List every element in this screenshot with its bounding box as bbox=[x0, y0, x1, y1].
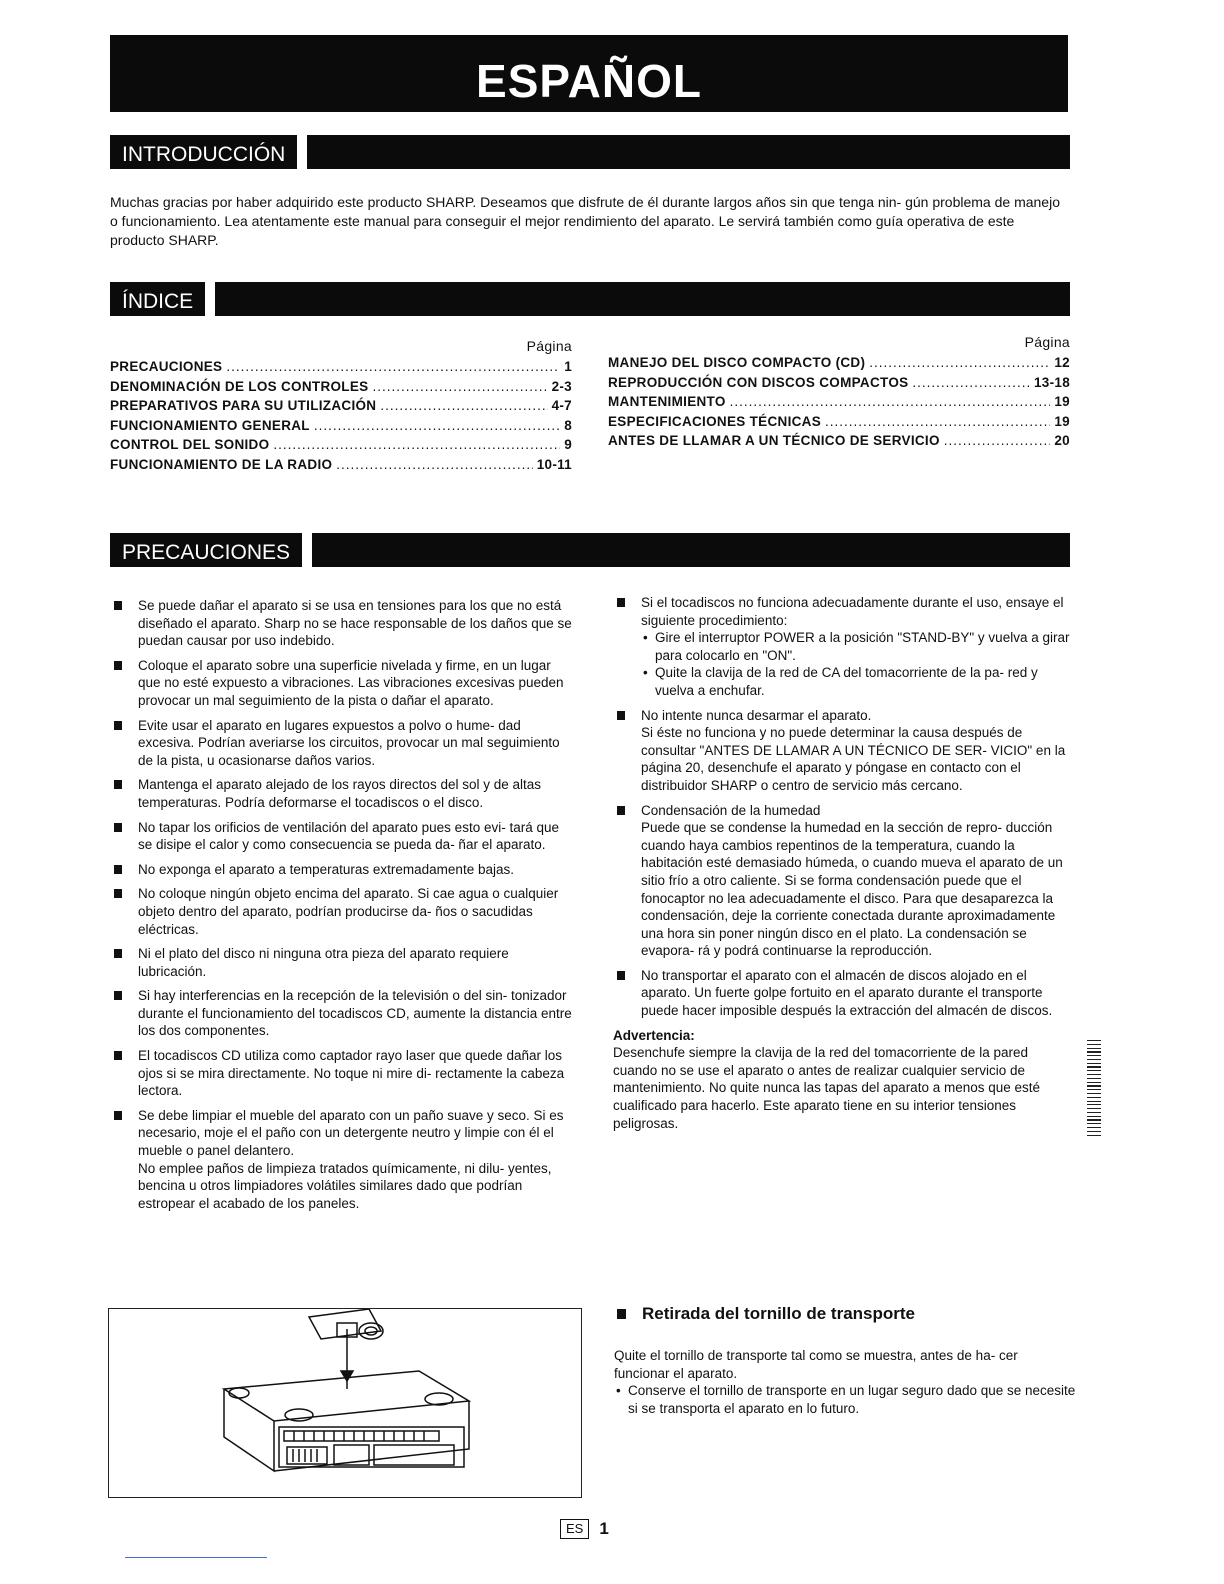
index-row bbox=[110, 418, 572, 438]
index-entry-label: PRECAUCIONES bbox=[110, 359, 223, 374]
bullet-square-icon bbox=[114, 823, 122, 832]
index-entry-label: ESPECIFICACIONES TÉCNICAS bbox=[608, 413, 822, 429]
index-entry-page: 20 bbox=[1054, 433, 1070, 448]
dot-leader bbox=[336, 457, 532, 472]
intro-paragraph: Muchas gracias por haber adquirido este producto SHARP. Deseamos que disfrute de él durante largos años sin que tenga nin- gún problema de manejo o funcionamiento. Lea atentamente este manual para conseguir el mejor rendimiento del aparato. Le servirá también como guía operativa de este producto SHARP. bbox=[110, 194, 1060, 248]
divider bbox=[125, 1557, 267, 1558]
retirada-title: Retirada del tornillo de transporte bbox=[642, 1304, 915, 1323]
dot-leader bbox=[730, 394, 1051, 409]
bullet-square-icon bbox=[617, 971, 625, 980]
edge-mark bbox=[1087, 1135, 1101, 1136]
precautions-right-column bbox=[613, 594, 1075, 1132]
index-entry-page: 4-7 bbox=[551, 398, 572, 413]
dot-leader bbox=[912, 375, 1030, 390]
edge-mark bbox=[1087, 1048, 1101, 1049]
index-row bbox=[608, 414, 1070, 434]
index-entry-page: 9 bbox=[564, 437, 572, 452]
list-item-text: No exponga el aparato a temperaturas extremadamente bajas. bbox=[138, 861, 514, 877]
list-item bbox=[110, 657, 576, 710]
index-entry-page: 19 bbox=[1054, 394, 1070, 409]
list-item-text: Coloque el aparato sobre una superficie nivelada y firme, en un lugar que no esté expuesto a vibraciones. Las vibraciones excesivas pueden provocar un mal seguimiento de la pista o dañar el aparato. bbox=[138, 657, 564, 708]
warning-title: Advertencia: bbox=[613, 1027, 695, 1043]
section-title-introduccion: INTRODUCCIÓN bbox=[110, 135, 307, 169]
list-item-text: No tapar los orificios de ventilación del aparato pues esto evi- tará que se disipe el calor y como consecuencia se pueda da- ñar el aparato. bbox=[138, 819, 559, 853]
language-code: ES bbox=[560, 1519, 589, 1539]
bullet-square-icon bbox=[114, 1111, 122, 1120]
list-item bbox=[613, 802, 1075, 960]
page-edge-marks bbox=[1087, 1040, 1101, 1138]
index-page-header: Página bbox=[1024, 334, 1070, 350]
page-number: 1 bbox=[599, 1519, 609, 1538]
index-right-column bbox=[608, 334, 1070, 453]
index-row bbox=[110, 437, 572, 457]
list-item-text: Condensación de la humedad Puede que se condense la humedad en la sección de repro- ducción cuando haya cambios repentinos de la temperatura, cuando la habitación esté demasiado húmeda, o cuando mueva el aparato de un sitio frío a otro caliente. Si se forma condensación puede que el fonocaptor no lea adecuadamente el disco. Para que desaparezca la condensación, deje la corriente conectada durante aproximadamente una hora sin poner ningún disco en el plato. La condensación se evapora- rá y podrá continuarse la reproducción. bbox=[641, 802, 1063, 959]
index-entry-label: FUNCIONAMIENTO GENERAL bbox=[110, 417, 310, 433]
list-item bbox=[613, 707, 1075, 795]
bullet-square-icon bbox=[617, 806, 625, 815]
list-item bbox=[613, 594, 1075, 700]
sub-bullet: • Quite la clavija de la red de CA del tomacorriente de la pa- red y vuelva a enchufar. bbox=[641, 664, 1075, 699]
list-item bbox=[110, 1107, 576, 1213]
list-item-text: Ni el plato del disco ni ninguna otra pieza del aparato requiere lubricación. bbox=[138, 946, 509, 979]
dot-leader bbox=[944, 433, 1051, 448]
list-item bbox=[110, 885, 576, 938]
bullet-square-icon bbox=[114, 991, 122, 1000]
list-item-text: No coloque ningún objeto encima del aparato. Si cae agua o cualquier objeto dentro del aparato, podrían producirse da- ños o sacudidas eléctricas. bbox=[138, 886, 559, 937]
cd-player-drawing bbox=[109, 1309, 581, 1497]
bullet-square-icon bbox=[114, 721, 122, 730]
edge-mark bbox=[1087, 1059, 1101, 1060]
bullet-square-icon bbox=[617, 598, 625, 607]
index-row bbox=[608, 375, 1070, 395]
bullet-square-icon bbox=[114, 949, 122, 958]
edge-mark bbox=[1087, 1063, 1101, 1064]
list-item-text: Si hay interferencias en la recepción de la televisión o del sin- tonizador durante el funcionamiento del tocadiscos CD, aumente la distancia entre los dos componentes. bbox=[138, 988, 572, 1039]
dot-leader bbox=[314, 418, 560, 433]
transport-screw-illustration bbox=[108, 1308, 582, 1498]
edge-mark bbox=[1087, 1051, 1101, 1052]
dot-leader bbox=[372, 379, 547, 394]
edge-mark bbox=[1087, 1104, 1101, 1105]
list-item-text: Si el tocadiscos no funciona adecuadamente durante el uso, ensaye el siguiente procedimiento: bbox=[641, 595, 1064, 628]
bullet-square-icon bbox=[114, 865, 122, 874]
bullet-square-icon bbox=[617, 711, 625, 720]
list-item bbox=[110, 717, 576, 770]
section-heading-retirada bbox=[617, 1304, 915, 1324]
list-item-text: Se puede dañar el aparato si se usa en tensiones para los que no está diseñado el aparato. Sharp no se hace responsable de los daños que se puedan causar por uso indebido. bbox=[138, 598, 572, 649]
bullet-square-icon bbox=[114, 661, 122, 670]
section-bar-precauciones bbox=[110, 533, 1070, 567]
index-row bbox=[608, 433, 1070, 453]
index-row bbox=[608, 394, 1070, 414]
index-row bbox=[110, 457, 572, 477]
warning-text: Desenchufe siempre la clavija de la red del tomacorriente de la pared cuando no se use el aparato o antes de realizar cualquier servicio de mantenimiento. No quite nunca las tapas del aparato a menos que esté cualificado para hacerlo. Este aparato tiene en su interior tensiones peligrosas. bbox=[613, 1045, 1041, 1131]
section-bar-indice bbox=[110, 282, 1070, 316]
bullet-square-icon bbox=[114, 601, 122, 610]
edge-mark bbox=[1087, 1097, 1101, 1098]
list-item-text: El tocadiscos CD utiliza como captador rayo laser que quede dañar los ojos si se mira directamente. No toque ni mire di- rectamente la cabeza lectora. bbox=[138, 1048, 565, 1099]
list-item-text: No transportar el aparato con el almacén de discos alojado en el aparato. Un fuerte golpe fortuito en el aparato durante el transporte puede hacer imposible después la extracción del almacén de discos. bbox=[641, 967, 1053, 1019]
edge-mark bbox=[1087, 1074, 1101, 1075]
dot-leader bbox=[869, 355, 1050, 370]
index-row bbox=[110, 398, 572, 418]
index-entry-page: 10-11 bbox=[536, 456, 572, 472]
index-entry-page: 12 bbox=[1054, 355, 1070, 370]
index-left-column bbox=[110, 338, 572, 476]
index-entry-label: MANTENIMIENTO bbox=[608, 394, 726, 409]
section-bar-introduccion bbox=[110, 135, 1070, 169]
index-entry-label: MANEJO DEL DISCO COMPACTO (CD) bbox=[608, 355, 866, 370]
index-entry-page: 13-18 bbox=[1033, 374, 1070, 390]
edge-mark bbox=[1087, 1108, 1101, 1109]
edge-mark bbox=[1087, 1070, 1101, 1071]
section-title-indice: ÍNDICE bbox=[110, 282, 215, 316]
list-item bbox=[110, 1047, 576, 1100]
edge-mark bbox=[1087, 1093, 1101, 1094]
edge-mark bbox=[1087, 1066, 1101, 1067]
index-entry-label: ANTES DE LLAMAR A UN TÉCNICO DE SERVICIO bbox=[608, 433, 940, 448]
section-title-precauciones: PRECAUCIONES bbox=[110, 533, 312, 567]
edge-mark bbox=[1087, 1101, 1101, 1102]
edge-mark bbox=[1087, 1123, 1101, 1124]
edge-mark bbox=[1087, 1055, 1101, 1056]
index-entry-label: REPRODUCCIÓN CON DISCOS COMPACTOS bbox=[608, 374, 909, 390]
edge-mark bbox=[1087, 1131, 1101, 1132]
edge-mark bbox=[1087, 1044, 1101, 1045]
index-row bbox=[110, 379, 572, 399]
language-banner: ESPAÑOL bbox=[110, 35, 1068, 112]
list-item-text: Evite usar el aparato en lugares expuestos a polvo o hume- dad excesiva. Podrían averiarse los circuitos, provocar un mal seguimiento de la pista, u ocasionarse daños varios. bbox=[138, 717, 560, 768]
bullet-square-icon bbox=[114, 889, 122, 898]
bullet-square-icon bbox=[114, 1051, 122, 1060]
index-entry-page: 19 bbox=[1054, 413, 1070, 429]
index-entry-page: 2-3 bbox=[551, 378, 572, 394]
list-item bbox=[110, 861, 576, 879]
dot-leader bbox=[273, 437, 560, 452]
page-footer bbox=[560, 1519, 609, 1539]
edge-mark bbox=[1087, 1089, 1101, 1090]
index-entry-label: CONTROL DEL SONIDO bbox=[110, 437, 270, 452]
edge-mark bbox=[1087, 1082, 1101, 1083]
index-entry-label: PREPARATIVOS PARA SU UTILIZACIÓN bbox=[110, 398, 377, 413]
list-item bbox=[110, 945, 576, 980]
index-entry-page: 1 bbox=[564, 359, 572, 374]
bullet-square-icon bbox=[114, 780, 122, 789]
list-item bbox=[110, 819, 576, 854]
edge-mark bbox=[1087, 1040, 1101, 1041]
index-entry-label: FUNCIONAMIENTO DE LA RADIO bbox=[110, 456, 333, 472]
edge-mark bbox=[1087, 1085, 1101, 1086]
edge-mark bbox=[1087, 1116, 1101, 1117]
edge-mark bbox=[1087, 1112, 1101, 1113]
dot-leader bbox=[226, 359, 560, 374]
index-page-header: Página bbox=[526, 338, 572, 354]
index-row bbox=[608, 355, 1070, 375]
list-item-text: Mantenga el aparato alejado de los rayos directos del sol y de altas temperaturas. Podría deformarse el tocadiscos o el disco. bbox=[138, 777, 541, 810]
dot-leader bbox=[380, 398, 547, 413]
retirada-bullet: • Conserve el tornillo de transporte en un lugar seguro dado que se necesite si se transporta el aparato en lo futuro. bbox=[614, 1382, 1076, 1417]
index-row bbox=[110, 359, 572, 379]
edge-mark bbox=[1087, 1127, 1101, 1128]
index-entry-page: 8 bbox=[564, 417, 572, 433]
list-item bbox=[110, 987, 576, 1040]
edge-mark bbox=[1087, 1078, 1101, 1079]
sub-bullet: • Gire el interruptor POWER a la posición "STAND-BY" y vuelva a girar para colocarlo en "ON". bbox=[641, 629, 1075, 664]
list-item bbox=[110, 776, 576, 811]
edge-mark bbox=[1087, 1119, 1101, 1120]
list-item-text: Se debe limpiar el mueble del aparato con un paño suave y seco. Si es necesario, moje el el paño con un detergente neutro y limpie con él el mueble o panel delantero. No emplee paños de limpieza tratados químicamente, ni dilu- yentes, bencina u otros limpiadores volátiles similares dado que podrían estropear el acabado de los paneles. bbox=[138, 1107, 564, 1211]
list-item bbox=[110, 597, 576, 650]
precautions-left-column bbox=[110, 597, 576, 1219]
list-item-text: No intente nunca desarmar el aparato. Si éste no funciona y no puede determinar la causa después de consultar "ANTES DE LLAMAR A UN TÉCNICO DE SER- VICIO" en la página 20, desenchufe el aparato y póngase en contacto con el distribuidor SHARP o centro de servicio más cercano. bbox=[641, 707, 1066, 793]
dot-leader bbox=[825, 414, 1050, 429]
retirada-body bbox=[614, 1347, 1076, 1417]
list-item bbox=[613, 967, 1075, 1020]
index-entry-label: DENOMINACIÓN DE LOS CONTROLES bbox=[110, 378, 369, 394]
bullet-square-icon bbox=[617, 1309, 626, 1319]
retirada-text: Quite el tornillo de transporte tal como se muestra, antes de ha- cer funcionar el aparato. bbox=[614, 1348, 1018, 1381]
